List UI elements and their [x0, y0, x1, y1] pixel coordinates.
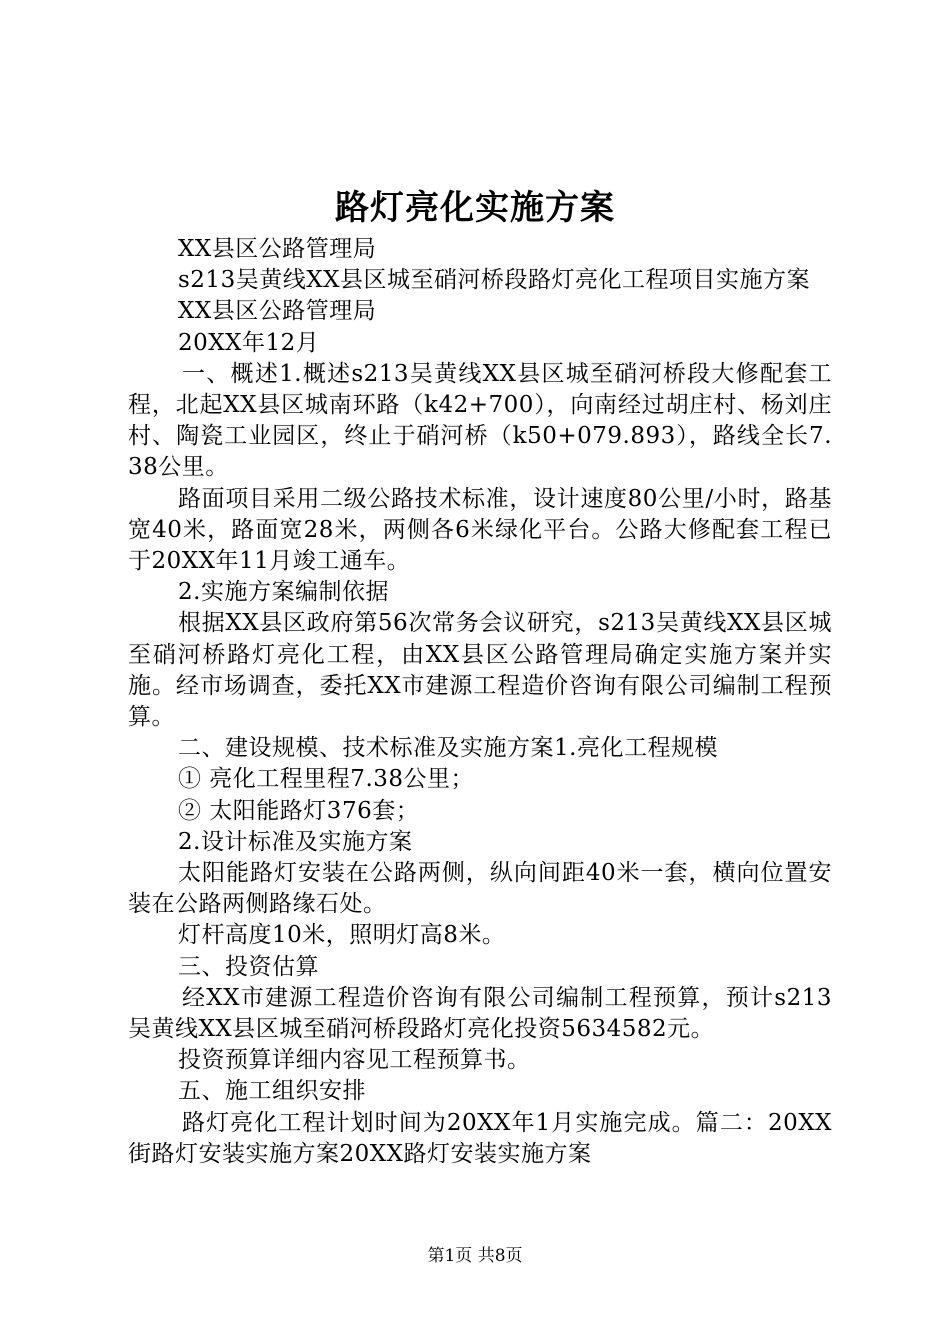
- paragraph-scale-item-1: ① 亮化工程里程7.38公里；: [178, 766, 475, 793]
- paragraph-basis: 根据XX县区政府第56次常务会议研究，s213吴黄线XX县区城至硝河桥路灯亮化工程，由XX县区公路管理局确定实施方案并实施。经市场调查，委托XX市建源工程造价咨询有限公司编制工程预算。: [128, 610, 832, 731]
- paragraph-project-name: s213吴黄线XX县区城至硝河桥段路灯亮化工程项目实施方案: [178, 267, 810, 294]
- paragraph-road-standard: 路面项目采用二级公路技术标准，设计速度80公里/小时，路基宽40米，路面宽28米，两侧各6米绿化平台。公路大修配套工程已于20XX年11月竣工通车。: [128, 485, 832, 575]
- paragraph-schedule: 路灯亮化工程计划时间为20XX年1月实施完成。篇二：20XX街路灯安装实施方案20XX路灯安装实施方案: [128, 1109, 832, 1167]
- paragraph-issuer: XX县区公路管理局: [178, 236, 377, 262]
- paragraph-scale-heading: 二、建设规模、技术标准及实施方案1.亮化工程规模: [178, 735, 718, 762]
- paragraph-installation: 太阳能路灯安装在公路两侧，纵向间距40米一套，横向位置安装在公路两侧路缘石处。: [128, 860, 832, 918]
- paragraph-design-heading: 2.设计标准及实施方案: [178, 828, 413, 855]
- paragraph-scale-item-2: ② 太阳能路灯376套；: [178, 797, 420, 824]
- paragraph-date: 20XX年12月: [178, 329, 320, 356]
- paragraph-budget-note: 投资预算详细内容见工程预算书。: [178, 1047, 531, 1074]
- document-body: [128, 234, 832, 1170]
- paragraph-construction-heading: 五、施工组织安排: [178, 1078, 366, 1105]
- paragraph-investment: 经XX市建源工程造价咨询有限公司编制工程预算，预计s213吴黄线XX县区城至硝河桥段路灯亮化投资5634582元。: [128, 984, 832, 1043]
- paragraph-overview: 一、概述1.概述s213吴黄线XX县区城至硝河桥段大修配套工程，北起XX县区城南环路（k42+700），向南经过胡庄村、杨刘庄村、陶瓷工业园区，终止于硝河桥（k50+079.893），路线全长7.38公里。: [128, 360, 832, 481]
- page-number-footer: 第1页 共8页: [427, 1246, 523, 1266]
- paragraph-issuer-repeat: XX县区公路管理局: [178, 298, 377, 325]
- document-title: 路灯亮化实施方案: [335, 188, 615, 228]
- paragraph-pole-height: 灯杆高度10米，照明灯高8米。: [178, 922, 506, 949]
- paragraph-investment-heading: 三、投资估算: [178, 953, 319, 980]
- paragraph-basis-heading: 2.实施方案编制依据: [178, 579, 389, 606]
